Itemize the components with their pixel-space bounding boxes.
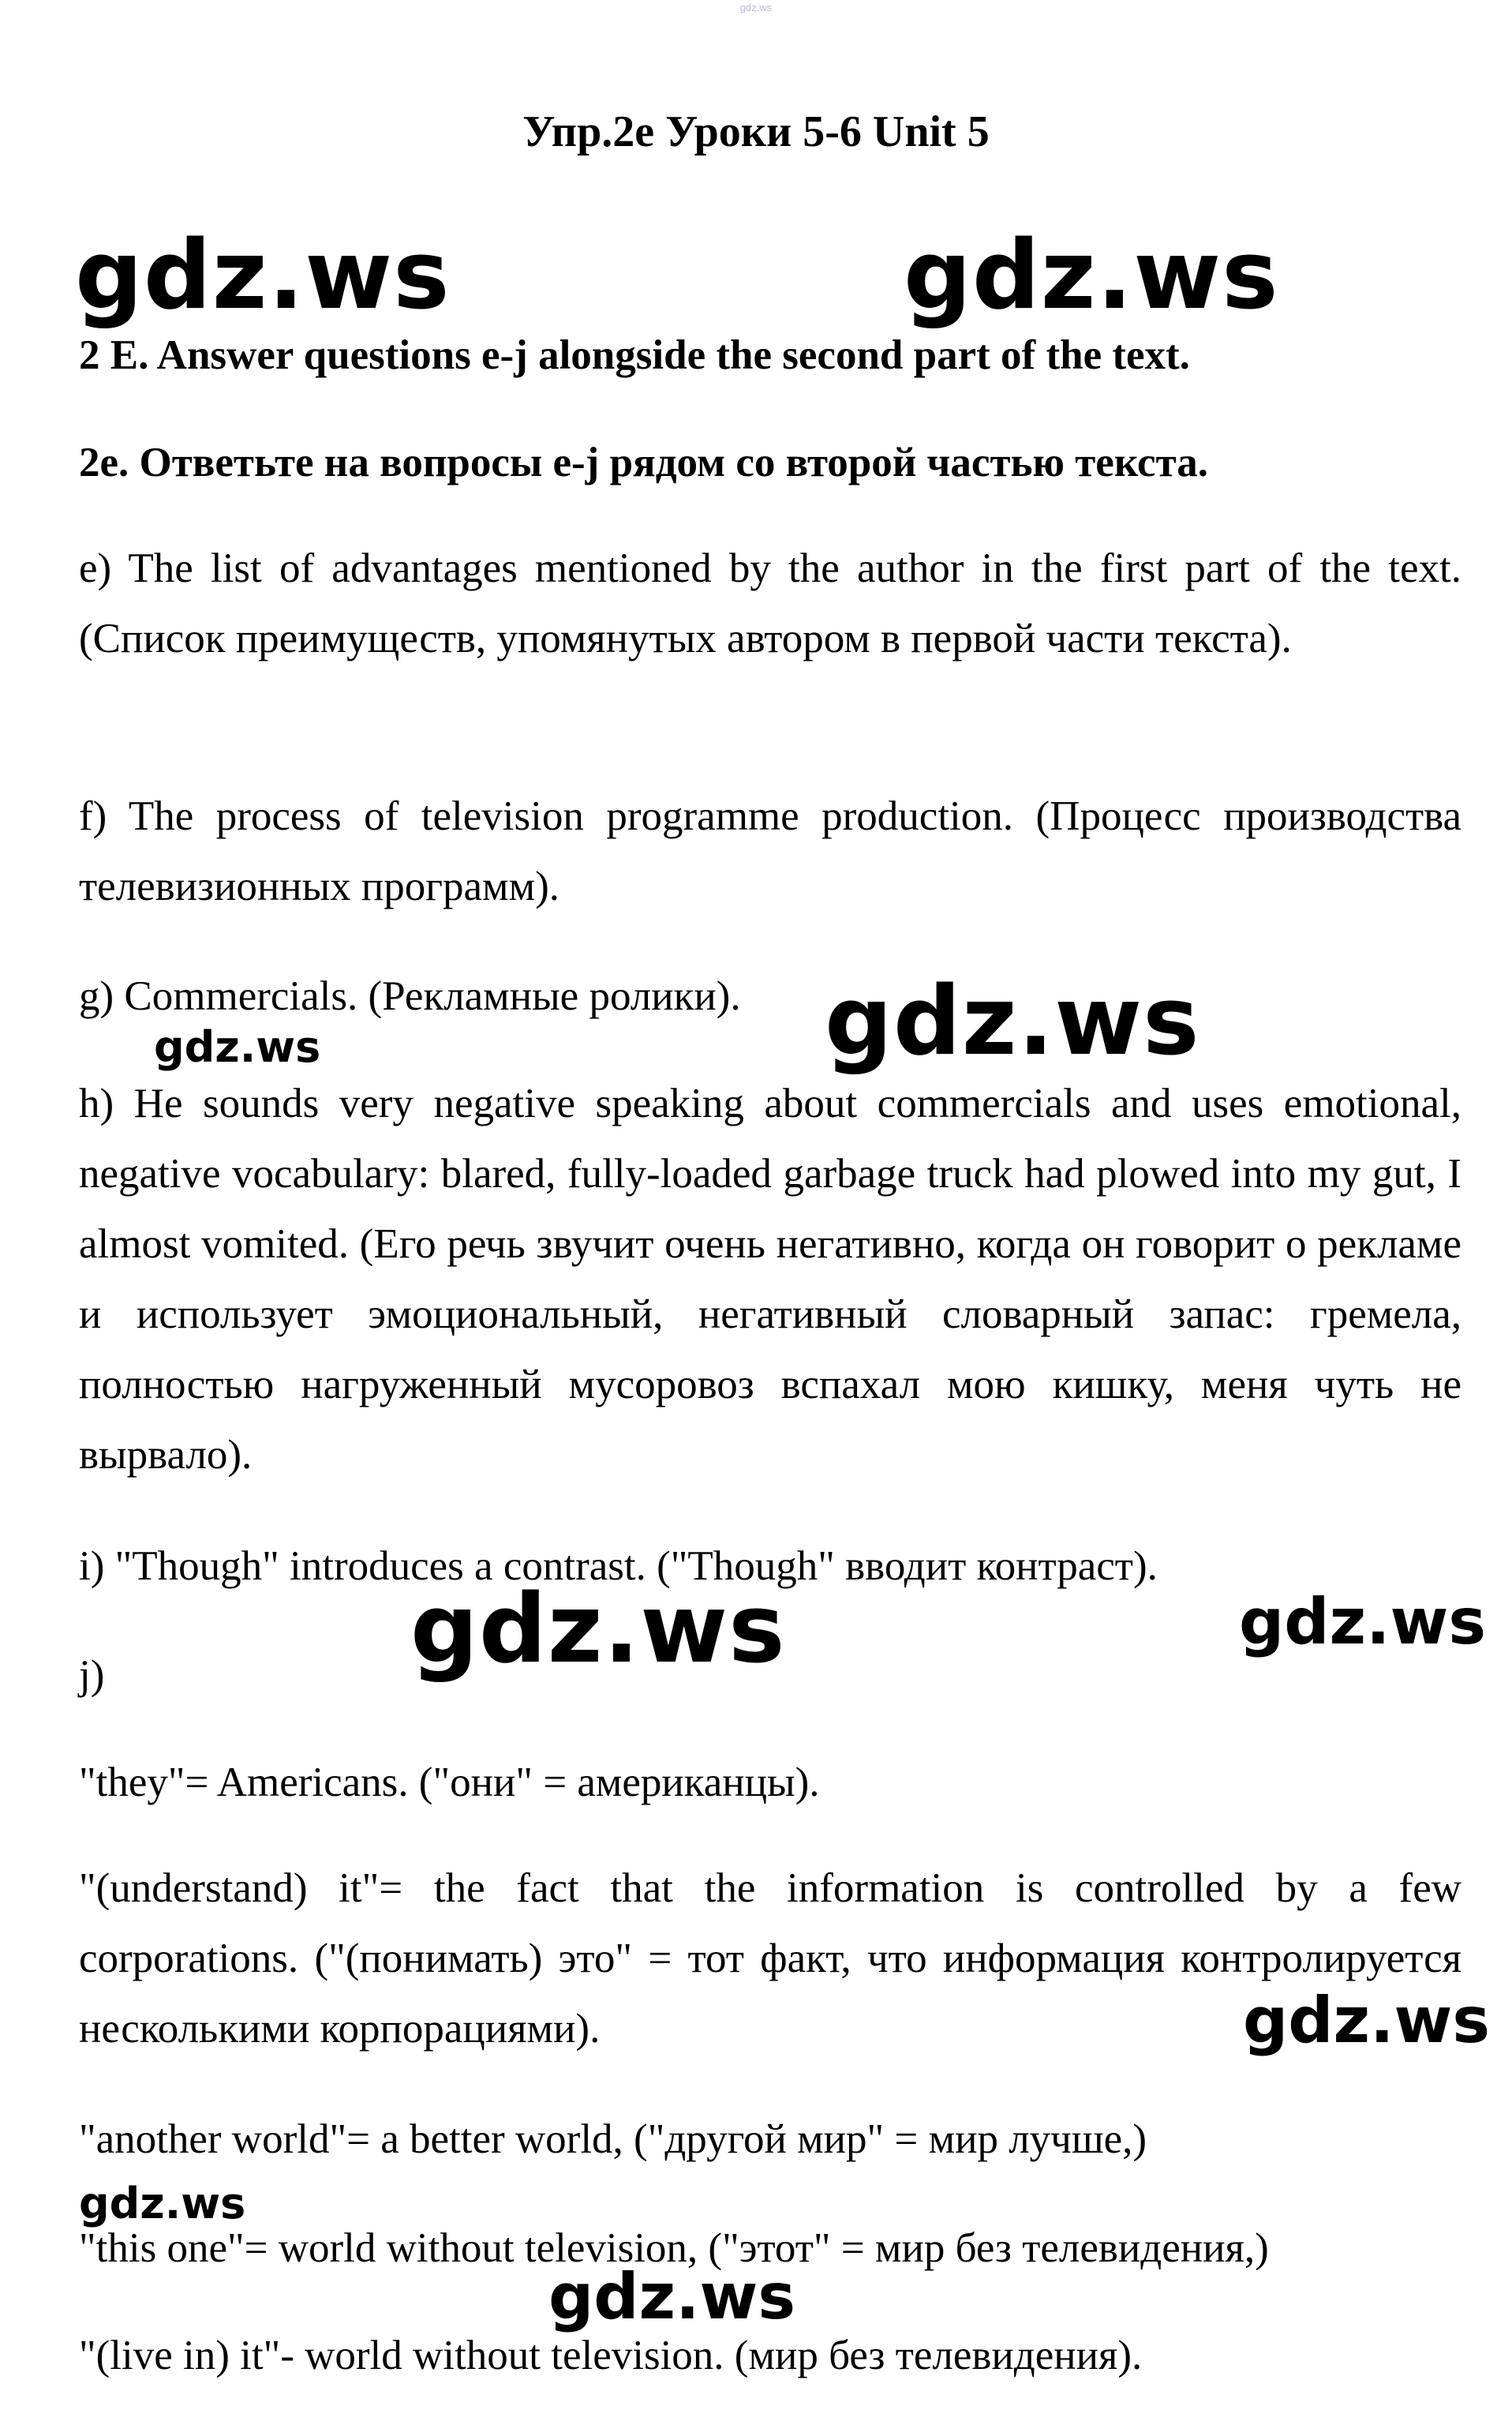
header-mark: gdz.ws xyxy=(739,2,773,13)
answer-j-another-world: "another world"= a better world, ("другой мир" = мир лучше,) xyxy=(79,2116,1147,2162)
watermark: gdz.ws xyxy=(410,1575,786,1685)
watermark: gdz.ws xyxy=(904,221,1279,331)
answer-j-label: j) xyxy=(79,1652,105,1698)
answer-i: i) "Though" introduces a contrast. ("Though" вводит контраст). xyxy=(79,1543,1158,1589)
exercise-heading-en: 2 E. Answer questions e-j alongside the second part of the text. xyxy=(79,332,1190,378)
answer-e: e) The list of advantages mentioned by the author in the first part of the text. (Список преимуществ, упомянутых автором в первой части текста). xyxy=(79,545,1461,661)
watermark: gdz.ws xyxy=(1239,1585,1487,1658)
answer-j-they: "they"= Americans. ("они" = американцы). xyxy=(79,1760,820,1805)
watermark: gdz.ws xyxy=(548,2260,796,2333)
answer-g: g) Commercials. (Рекламные ролики). xyxy=(79,973,741,1019)
watermark: gdz.ws xyxy=(1243,1984,1491,2057)
answer-f: f) The process of television programme production. (Процесс производства телевизионных программ). xyxy=(79,793,1461,909)
answer-j-live-in: "(live in) it"- world without television. (мир без телевидения). xyxy=(79,2333,1143,2378)
watermark: gdz.ws xyxy=(79,2179,246,2228)
answer-j-this-one: "this one"= world without television, ("этот" = мир без телевидения,) xyxy=(79,2225,1269,2271)
answer-h: h) He sounds very negative speaking about commercials and uses emotional, negative vocabulary: blared, fully-loaded garbage truck had plowed into my gut, I almost vomited. (Его речь звучит очень негативно, когда он говорит о рекламе и использует эмоциональный, негативный словарный запас: гремела, полностью нагруженный мусоровоз вспахал мою кишку, меня чуть не вырвало). xyxy=(79,1081,1461,1478)
watermark: gdz.ws xyxy=(154,1022,321,1072)
exercise-heading-ru: 2e. Ответьте на вопросы e-j рядом со второй частью текста. xyxy=(79,440,1208,485)
answer-j-understand: "(understand) it"= the fact that the information is controlled by a few corporations. ("(понимать) это" = тот факт, что информация контролируется несколькими корпорациями). xyxy=(79,1865,1461,2052)
page-title: Упр.2е Уроки 5-6 Unit 5 xyxy=(522,107,990,156)
watermark: gdz.ws xyxy=(75,221,451,331)
watermark: gdz.ws xyxy=(825,967,1200,1077)
